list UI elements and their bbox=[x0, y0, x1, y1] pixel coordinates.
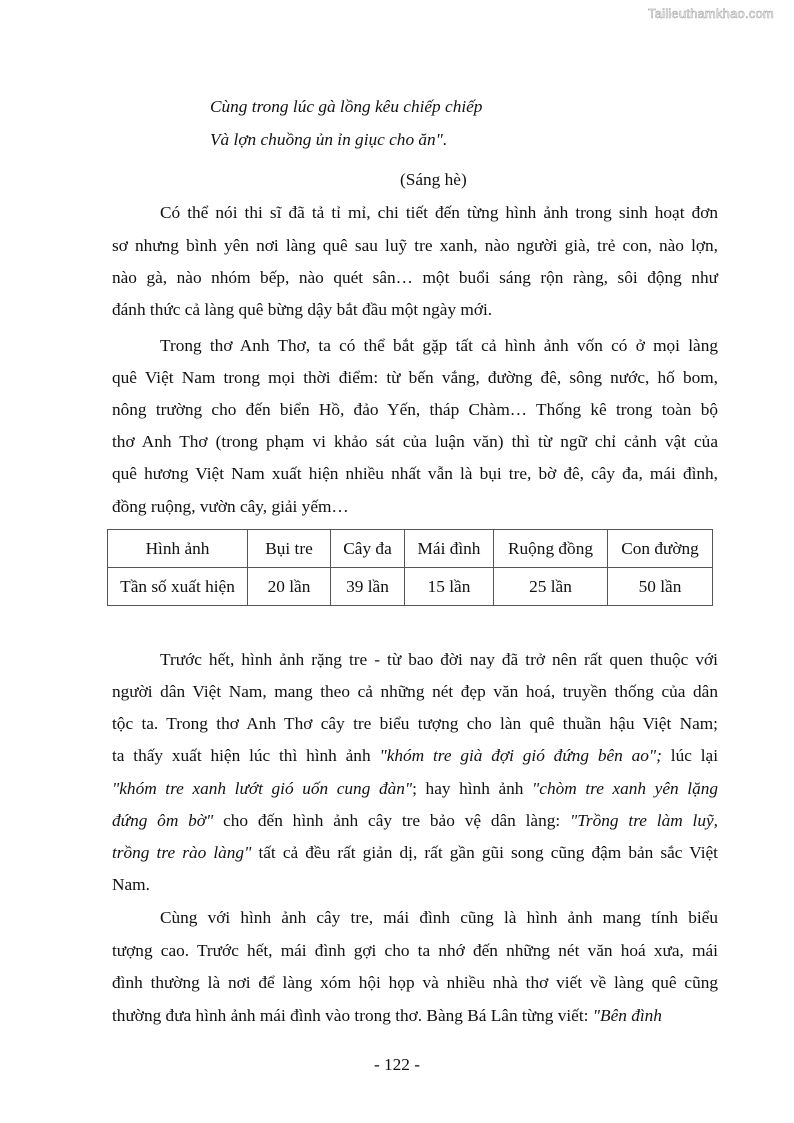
text-segment: người dân Việt Nam, mang theo cả những nét đẹp văn hoá, truyền thống của dân bbox=[112, 682, 718, 701]
paragraph-line bbox=[112, 236, 718, 256]
text-segment: lúc lại bbox=[661, 746, 718, 765]
paragraph-line bbox=[112, 432, 718, 452]
text-segment: ta thấy xuất hiện lúc thì hình ảnh bbox=[112, 746, 380, 765]
table-cell: Mái đình bbox=[405, 530, 494, 568]
paragraph-line bbox=[112, 746, 718, 766]
paragraph-line bbox=[112, 908, 718, 928]
quoted-text: "Trồng tre làm luỹ, bbox=[570, 811, 718, 830]
table-cell: Ruộng đồng bbox=[494, 530, 608, 568]
paragraph-line bbox=[112, 336, 718, 356]
paragraph-line bbox=[112, 300, 718, 320]
text-segment: ; hay hình ảnh bbox=[412, 779, 533, 798]
paragraph-line bbox=[112, 650, 718, 670]
paragraph-line bbox=[112, 973, 718, 993]
paragraph-line bbox=[112, 368, 718, 388]
text-segment: Trong thơ Anh Thơ, ta có thể bắt gặp tất cả hình ảnh vốn có ở mọi làng bbox=[160, 336, 718, 355]
paragraph-line bbox=[112, 811, 718, 831]
paragraph-line bbox=[112, 464, 718, 484]
text-segment: đánh thức cả làng quê bừng dậy bắt đầu một ngày mới. bbox=[112, 300, 493, 319]
quoted-text: "chòm tre xanh yên lặng bbox=[532, 779, 718, 798]
text-segment: thơ Anh Thơ (trong phạm vi khảo sát của luận văn) thì từ ngữ chỉ cảnh vật của bbox=[112, 432, 718, 451]
quoted-text: "khóm tre già đợi gió đứng bên ao"; bbox=[379, 746, 662, 765]
quoted-text: trồng tre rào làng" bbox=[112, 843, 252, 862]
text-segment: Trước hết, hình ảnh rặng tre - từ bao đời nay đã trở nên rất quen thuộc với bbox=[160, 650, 718, 669]
paragraph-line bbox=[112, 268, 718, 288]
table-cell: 50 lần bbox=[608, 568, 713, 606]
text-segment: quê hương Việt Nam xuất hiện nhiều nhất vẫn là bụi tre, bờ đê, cây đa, mái đình, bbox=[112, 464, 718, 483]
text-segment: đình thường là nơi để làng xóm hội họp và nhiều nhà thơ viết về làng quê cũng bbox=[112, 973, 718, 992]
table-cell: Bụi tre bbox=[248, 530, 331, 568]
table-header-row bbox=[108, 530, 713, 568]
table-cell: Hình ảnh bbox=[108, 530, 248, 568]
poem-source: (Sáng hè) bbox=[400, 170, 467, 189]
table-cell: Con đường bbox=[608, 530, 713, 568]
table-cell: Tần số xuất hiện bbox=[108, 568, 248, 606]
paragraph-line bbox=[112, 941, 718, 961]
frequency-table bbox=[107, 529, 713, 606]
paragraph-line bbox=[112, 714, 718, 734]
quoted-text: "Bên đình bbox=[592, 1006, 662, 1025]
paragraph-line bbox=[112, 779, 718, 799]
text-segment: nào gà, nào nhóm bếp, nào quét sân… một buổi sáng rộn ràng, sôi động như bbox=[112, 268, 718, 287]
table-row bbox=[108, 568, 713, 606]
text-segment: Cùng với hình ảnh cây tre, mái đình cũng là hình ảnh mang tính biểu bbox=[160, 908, 718, 927]
paragraph-line bbox=[112, 497, 718, 517]
text-segment: quê Việt Nam trong mọi thời điểm: từ bến vắng, đường đê, sông nước, hố bom, bbox=[112, 368, 718, 387]
text-segment: thường đưa hình ảnh mái đình vào trong thơ. Bàng Bá Lân từng viết: bbox=[112, 1006, 593, 1025]
table-cell: 25 lần bbox=[494, 568, 608, 606]
text-segment: Có thể nói thi sĩ đã tả tỉ mỉ, chi tiết đến từng hình ảnh trong sinh hoạt đơn bbox=[160, 203, 718, 222]
text-segment: sơ nhưng bình yên nơi làng quê sau luỹ tre xanh, nào người già, trẻ con, nào lợn, bbox=[112, 236, 718, 255]
table-cell: 15 lần bbox=[405, 568, 494, 606]
text-segment: Nam. bbox=[112, 875, 150, 894]
paragraph-line bbox=[112, 203, 718, 223]
quoted-text: "khóm tre xanh lướt gió uốn cung đàn" bbox=[112, 779, 413, 798]
text-segment: tất cả đều rất giản dị, rất gần gũi song cũng đậm bản sắc Việt bbox=[251, 843, 718, 862]
text-segment: tượng cao. Trước hết, mái đình gợi cho ta nhớ đến những nét văn hoá xưa, mái bbox=[112, 941, 718, 960]
paragraph-line bbox=[112, 875, 718, 895]
paragraph-line bbox=[112, 400, 718, 420]
paragraph-line bbox=[112, 682, 718, 702]
poem-line: Cùng trong lúc gà lồng kêu chiếp chiếp bbox=[210, 97, 483, 116]
watermark: Tailieuthamkhao.com bbox=[648, 6, 774, 21]
paragraph-line bbox=[112, 843, 718, 863]
table-cell: 20 lần bbox=[248, 568, 331, 606]
table-cell: 39 lần bbox=[331, 568, 405, 606]
text-segment: đồng ruộng, vườn cây, giải yếm… bbox=[112, 497, 349, 516]
poem-line: Và lợn chuồng ủn ỉn giục cho ăn". bbox=[210, 130, 448, 149]
text-segment: cho đến hình ảnh cây tre bảo vệ dân làng: bbox=[213, 811, 571, 830]
text-segment: nông trường cho đến biển Hồ, đảo Yến, tháp Chàm… Thống kê trong toàn bộ bbox=[112, 400, 718, 419]
quoted-text: đứng ôm bờ" bbox=[112, 811, 214, 830]
paragraph-line bbox=[112, 1006, 718, 1026]
page-number: - 122 - bbox=[373, 1055, 421, 1074]
table-cell: Cây đa bbox=[331, 530, 405, 568]
text-segment: tộc ta. Trong thơ Anh Thơ cây tre biểu tượng cho làn quê thuần hậu Việt Nam; bbox=[112, 714, 718, 733]
